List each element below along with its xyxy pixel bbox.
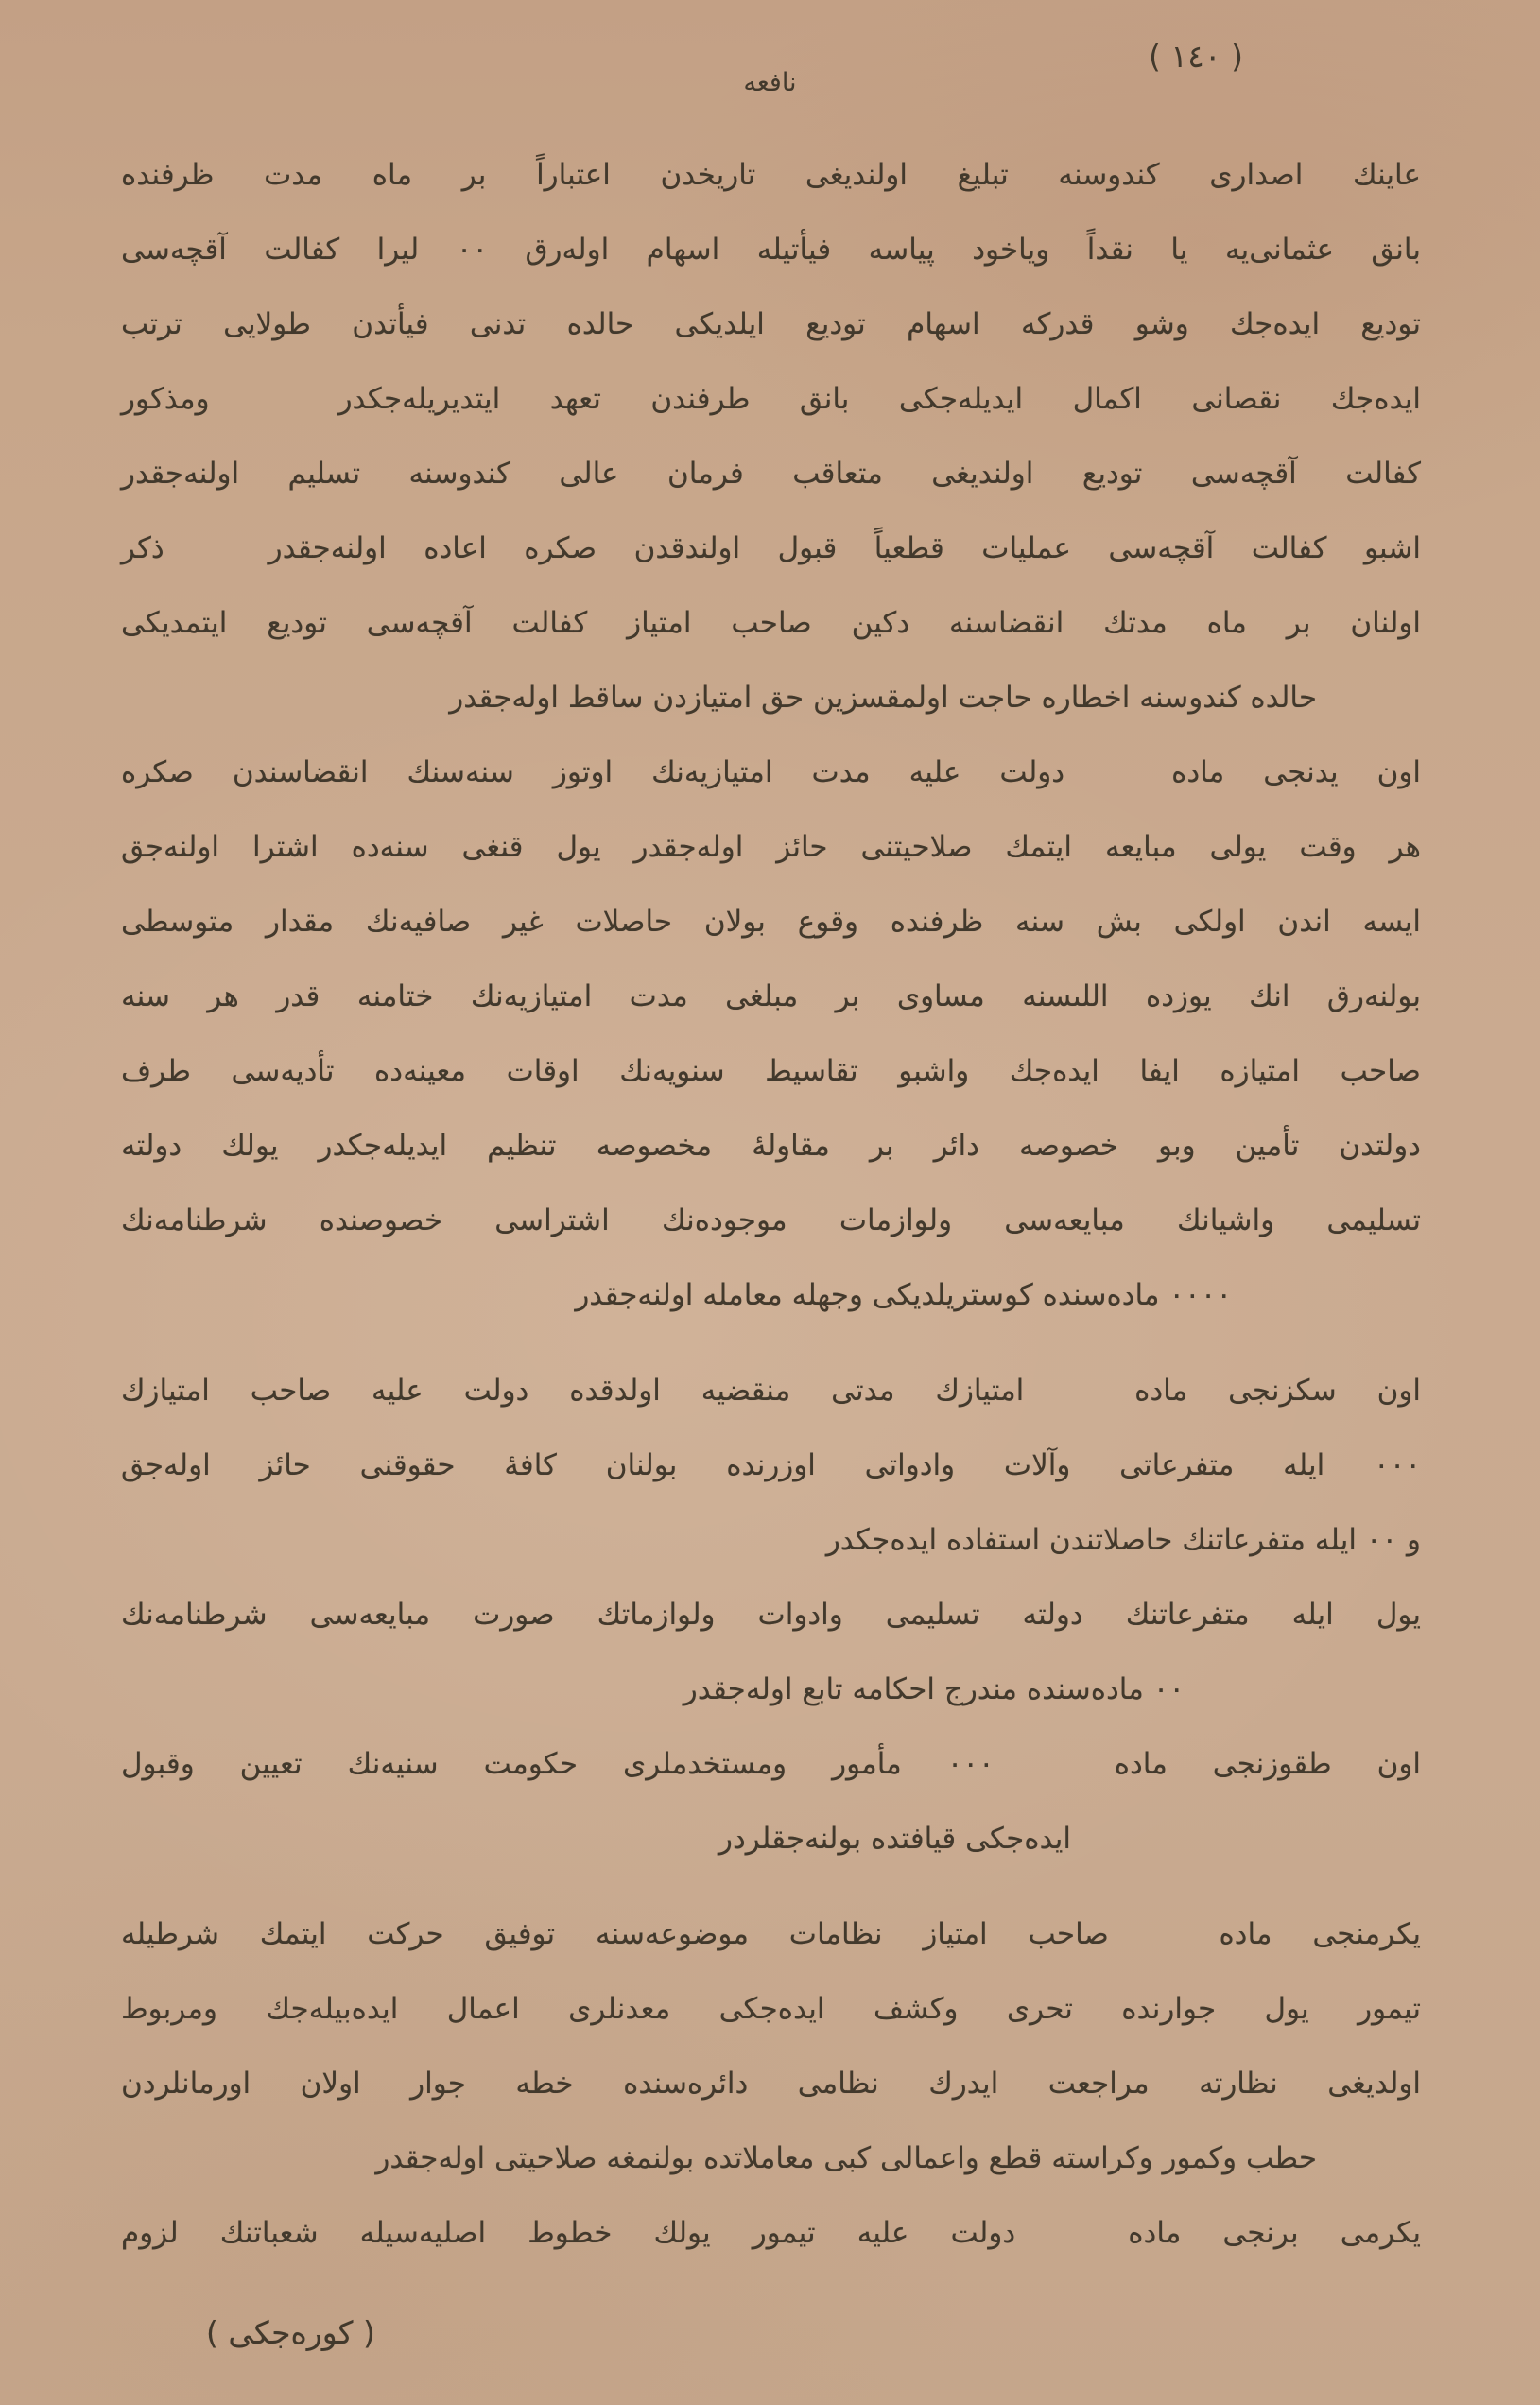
text-line: اون سكزنجى ماده امتيازك مدتى منقضيه اولدقده دولت عليه صاحب امتيازك <box>121 1374 1421 1408</box>
text-line: توديع ايده‌جك وشو قدركه اسهام توديع ايلديكى حالده تدنى فيأتدن طولايى ترتب <box>121 307 1422 341</box>
text-line: يول ايله متفرعاتنك دولته تسليمى وادوات ولوازماتك صورت مبايعه‌سى شرطنامه‌نك <box>121 1598 1422 1632</box>
text-line: عاينك اصدارى كندوسنه تبليغ اولنديغى تاريخدن اعتباراً بر ماه مدت ظرفنده <box>121 158 1421 192</box>
text-line: ايده‌جك نقصانى اكمال ايديله‌جكى بانق طرفندن تعهد ايتديريله‌جكدر ومذكور <box>121 382 1421 416</box>
text-line: دولتدن تأمين وبو خصوصه دائر بر مقاولۀ مخصوصه تنظيم ايديله‌جكدر يولك دولته <box>121 1129 1421 1163</box>
text-line: ٠٠٠ ايله متفرعاتى وآلات وادواتى اوزرنده بولنان كافۀ حقوقنى حائز اوله‌جق <box>121 1448 1421 1482</box>
text-line: صاحب امتيازه ايفا ايده‌جك واشبو تقاسيط سنويه‌نك اوقات معينه‌ده تأديه‌سى طرف <box>121 1054 1421 1088</box>
text-line: ٠٠٠٠ ماده‌سنده كوستريلديكى وجهله معامله اولنه‌جقدر <box>575 1278 1232 1312</box>
text-line: كفالت آقچه‌سى توديع اولنديغى متعاقب فرمان عالى كندوسنه تسليم اولنه‌جقدر <box>121 457 1422 491</box>
text-line: بولنه‌رق انك يوزده اللىسنه مساوى بر مبلغى مدت امتيازيه‌نك ختامنه قدر هر سنه <box>121 979 1421 1013</box>
text-line: اولديغى نظارته مراجعت ايدرك نظامى دائره‌سنده خطه جوار اولان اورمانلردن <box>121 2067 1421 2101</box>
page-header <box>0 0 1540 137</box>
text-line: اون طقوزنجى ماده ٠٠٠ مأمور ومستخدملرى حكومت سنيه‌نك تعيين وقبول <box>121 1747 1421 1781</box>
text-line: تسليمى واشيانك مبايعه‌سى ولوازمات موجوده‌نك اشتراسى خصوصنده شرطنامه‌نك <box>121 1203 1421 1237</box>
text-line: يكرمنجى ماده صاحب امتياز نظامات موضوعه‌سنه توفيق حركت ايتمك شرطيله <box>121 1917 1421 1951</box>
text-line: ٠٠ ماده‌سنده مندرج احكامه تابع اوله‌جقدر <box>683 1672 1185 1706</box>
text-line: حطب وكمور وكراسته قطع واعمالى كبى معاملاتده بولنمغه صلاحيتى اوله‌جقدر <box>375 2141 1317 2175</box>
body-text <box>121 138 1421 2271</box>
text-line: و ٠٠ ايله متفرعاتنك حاصلاتندن استفاده ايده‌جكدر <box>825 1523 1421 1557</box>
text-line: اشبو كفالت آقچه‌سى عمليات قطعياً قبول اولندقدن صكره اعاده اولنه‌جقدر ذكر <box>121 531 1421 565</box>
text-line: ايسه اندن اولكى بش سنه ظرفنده وقوع بولان حاصلات غير صافيه‌نك مقدار متوسطى <box>121 905 1421 939</box>
text-line: اولنان بر ماه مدتك انقضاسنه دكين صاحب امتياز كفالت آقچه‌سى توديع ايتمديكى <box>121 606 1421 640</box>
text-line: ايده‌جكى قيافتده بولنه‌جقلردر <box>718 1822 1071 1856</box>
catchword: ( كوره‌جكى ) <box>206 2314 375 2351</box>
text-line: تيمور يول جوارنده تحرى وكشف ايده‌جكى معدنلرى اعمال ايده‌بيله‌جك ومربوط <box>121 1992 1422 2026</box>
header-title: نافعه <box>743 68 797 97</box>
text-line: يكرمى برنجى ماده دولت عليه تيمور يولك خطوط اصليه‌سيله شعباتنك لزوم <box>121 2216 1421 2250</box>
text-line: بانق عثمانى‌يه يا نقداً وياخود پياسه فيأتيله اسهام اوله‌رق ٠٠ ليرا كفالت آقچه‌سى <box>121 233 1421 267</box>
text-line: حالده كندوسنه اخطاره حاجت اولمقسزين حق امتيازدن ساقط اوله‌جقدر <box>449 681 1317 715</box>
text-line: اون يدنجى ماده دولت عليه مدت امتيازيه‌نك اوتوز سنه‌سنك انقضاسندن صكره <box>121 755 1421 789</box>
page-number: ( ١٤٠ ) <box>1149 38 1243 75</box>
text-line: هر وقت يولى مبايعه ايتمك صلاحيتنى حائز اوله‌جقدر يول قنغى سنه‌ده اشترا اولنه‌جق <box>121 830 1422 864</box>
